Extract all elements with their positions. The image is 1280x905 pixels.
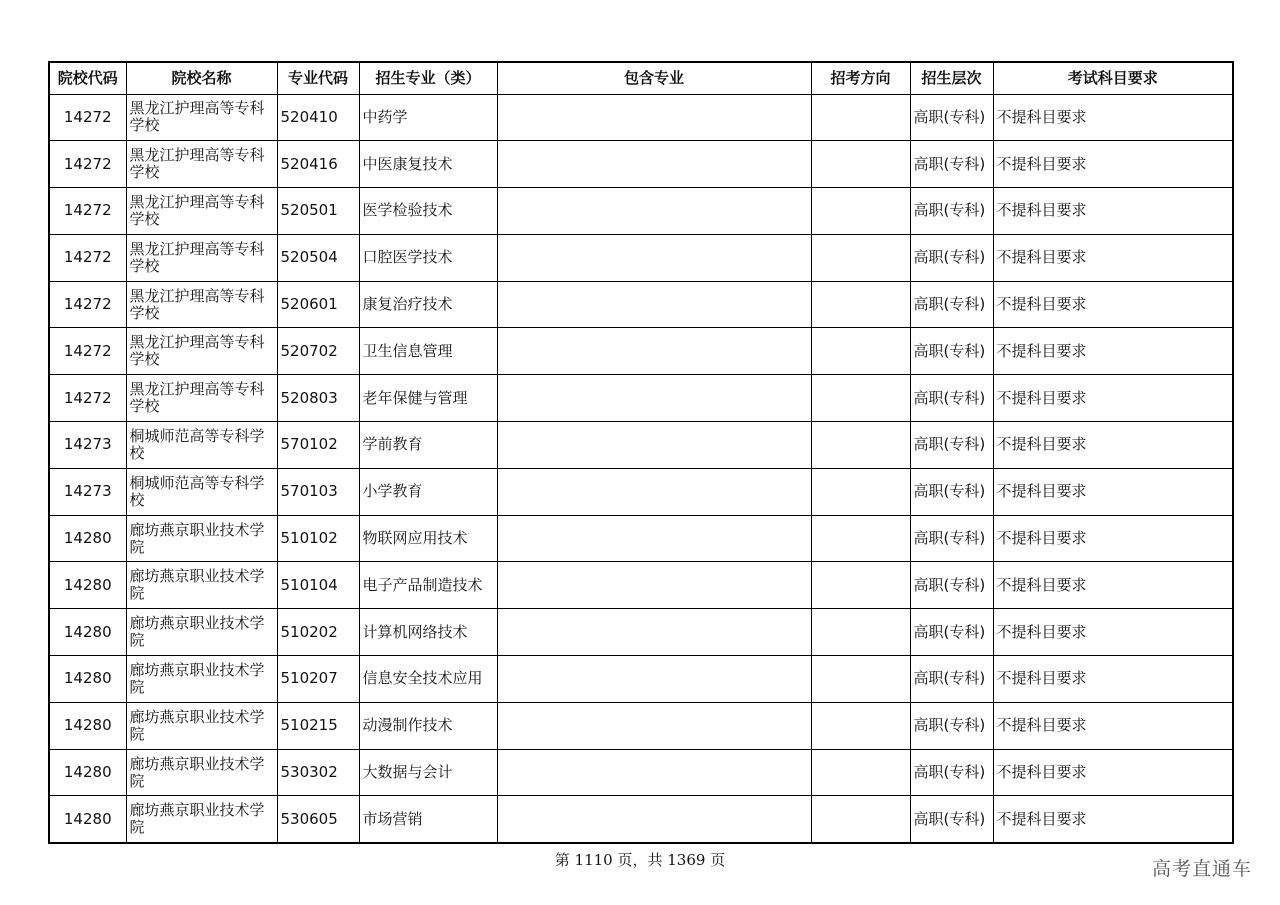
cell-major: 医学检验技术 [359,188,497,235]
cell-school-code: 14280 [49,609,126,656]
cell-included-majors [497,702,811,749]
cell-level: 高职(专科) [910,234,993,281]
cell-major-code: 530302 [277,749,359,796]
cell-direction [811,94,910,141]
cell-school-code: 14280 [49,749,126,796]
cell-included-majors [497,609,811,656]
header-direction: 招考方向 [811,62,910,94]
cell-school-name: 黑龙江护理高等专科学校 [126,234,277,281]
cell-direction [811,141,910,188]
table-row [49,702,1233,749]
cell-school-name: 黑龙江护理高等专科学校 [126,94,277,141]
cell-direction [811,796,910,843]
admissions-table [48,61,1234,844]
cell-major-code: 530605 [277,796,359,843]
cell-level: 高职(专科) [910,188,993,235]
cell-subject-requirement: 不提科目要求 [993,281,1233,328]
cell-school-code: 14280 [49,796,126,843]
cell-level: 高职(专科) [910,656,993,703]
table-row [49,141,1233,188]
cell-major: 动漫制作技术 [359,702,497,749]
cell-included-majors [497,468,811,515]
cell-major-code: 510104 [277,562,359,609]
header-included-majors: 包含专业 [497,62,811,94]
cell-school-name: 黑龙江护理高等专科学校 [126,281,277,328]
cell-direction [811,281,910,328]
table-row [49,749,1233,796]
cell-included-majors [497,422,811,469]
cell-included-majors [497,234,811,281]
cell-subject-requirement: 不提科目要求 [993,562,1233,609]
table-row [49,94,1233,141]
cell-major: 电子产品制造技术 [359,562,497,609]
cell-major-code: 520504 [277,234,359,281]
cell-subject-requirement: 不提科目要求 [993,94,1233,141]
cell-direction [811,328,910,375]
cell-direction [811,562,910,609]
cell-subject-requirement: 不提科目要求 [993,656,1233,703]
table-row [49,656,1233,703]
cell-school-name: 黑龙江护理高等专科学校 [126,375,277,422]
cell-major-code: 520501 [277,188,359,235]
cell-school-code: 14272 [49,328,126,375]
table-row [49,328,1233,375]
cell-included-majors [497,749,811,796]
table-row [49,188,1233,235]
table-row [49,234,1233,281]
table-row [49,375,1233,422]
cell-major: 老年保健与管理 [359,375,497,422]
cell-major-code: 510207 [277,656,359,703]
cell-included-majors [497,796,811,843]
cell-major: 信息安全技术应用 [359,656,497,703]
cell-direction [811,702,910,749]
cell-direction [811,375,910,422]
table-row [49,515,1233,562]
cell-level: 高职(专科) [910,749,993,796]
cell-level: 高职(专科) [910,609,993,656]
cell-direction [811,422,910,469]
table-row [49,562,1233,609]
cell-direction [811,234,910,281]
cell-level: 高职(专科) [910,562,993,609]
cell-school-code: 14272 [49,234,126,281]
table-body [49,94,1233,843]
cell-level: 高职(专科) [910,328,993,375]
cell-direction [811,656,910,703]
cell-level: 高职(专科) [910,141,993,188]
cell-direction [811,515,910,562]
cell-major-code: 520416 [277,141,359,188]
cell-included-majors [497,328,811,375]
cell-school-code: 14272 [49,94,126,141]
header-school-name: 院校名称 [126,62,277,94]
cell-school-code: 14272 [49,281,126,328]
cell-major-code: 570102 [277,422,359,469]
cell-included-majors [497,141,811,188]
cell-included-majors [497,562,811,609]
table-row [49,609,1233,656]
cell-school-name: 廊坊燕京职业技术学院 [126,702,277,749]
cell-major: 中药学 [359,94,497,141]
cell-subject-requirement: 不提科目要求 [993,328,1233,375]
cell-level: 高职(专科) [910,422,993,469]
cell-school-code: 14272 [49,188,126,235]
cell-major-code: 510102 [277,515,359,562]
watermark-text: 高考直通车 [1151,858,1252,880]
cell-subject-requirement: 不提科目要求 [993,188,1233,235]
header-major: 招生专业（类） [359,62,497,94]
header-school-code: 院校代码 [49,62,126,94]
table-row [49,468,1233,515]
cell-subject-requirement: 不提科目要求 [993,234,1233,281]
cell-school-name: 廊坊燕京职业技术学院 [126,749,277,796]
cell-subject-requirement: 不提科目要求 [993,468,1233,515]
cell-school-name: 桐城师范高等专科学校 [126,422,277,469]
cell-major: 大数据与会计 [359,749,497,796]
cell-level: 高职(专科) [910,94,993,141]
cell-major: 小学教育 [359,468,497,515]
cell-direction [811,188,910,235]
cell-school-code: 14273 [49,422,126,469]
cell-major: 卫生信息管理 [359,328,497,375]
cell-subject-requirement: 不提科目要求 [993,796,1233,843]
cell-major: 中医康复技术 [359,141,497,188]
cell-school-code: 14280 [49,515,126,562]
cell-school-name: 廊坊燕京职业技术学院 [126,656,277,703]
cell-major: 康复治疗技术 [359,281,497,328]
cell-major-code: 520803 [277,375,359,422]
cell-major-code: 520601 [277,281,359,328]
cell-major-code: 520702 [277,328,359,375]
cell-school-code: 14280 [49,702,126,749]
cell-school-code: 14280 [49,656,126,703]
table-row [49,422,1233,469]
table-header-row [49,62,1233,94]
cell-school-code: 14272 [49,375,126,422]
cell-major-code: 570103 [277,468,359,515]
table-row [49,796,1233,843]
cell-major-code: 510215 [277,702,359,749]
cell-subject-requirement: 不提科目要求 [993,141,1233,188]
cell-included-majors [497,281,811,328]
cell-included-majors [497,515,811,562]
page-number: 第 1110 页，共 1369 页 [554,851,726,869]
cell-school-name: 廊坊燕京职业技术学院 [126,609,277,656]
cell-level: 高职(专科) [910,702,993,749]
cell-major: 计算机网络技术 [359,609,497,656]
cell-school-name: 廊坊燕京职业技术学院 [126,562,277,609]
cell-major: 物联网应用技术 [359,515,497,562]
header-level: 招生层次 [910,62,993,94]
cell-major-code: 510202 [277,609,359,656]
cell-level: 高职(专科) [910,515,993,562]
cell-school-name: 廊坊燕京职业技术学院 [126,796,277,843]
cell-included-majors [497,375,811,422]
cell-school-name: 黑龙江护理高等专科学校 [126,328,277,375]
cell-direction [811,468,910,515]
cell-major-code: 520410 [277,94,359,141]
cell-level: 高职(专科) [910,796,993,843]
cell-level: 高职(专科) [910,375,993,422]
cell-included-majors [497,94,811,141]
cell-school-name: 黑龙江护理高等专科学校 [126,188,277,235]
cell-school-name: 廊坊燕京职业技术学院 [126,515,277,562]
cell-school-code: 14273 [49,468,126,515]
header-major-code: 专业代码 [277,62,359,94]
cell-major: 学前教育 [359,422,497,469]
cell-included-majors [497,656,811,703]
table-row [49,281,1233,328]
cell-school-name: 黑龙江护理高等专科学校 [126,141,277,188]
cell-school-code: 14280 [49,562,126,609]
cell-school-name: 桐城师范高等专科学校 [126,468,277,515]
cell-subject-requirement: 不提科目要求 [993,375,1233,422]
header-subject-requirement: 考试科目要求 [993,62,1233,94]
cell-school-code: 14272 [49,141,126,188]
cell-subject-requirement: 不提科目要求 [993,749,1233,796]
cell-subject-requirement: 不提科目要求 [993,702,1233,749]
cell-level: 高职(专科) [910,468,993,515]
cell-included-majors [497,188,811,235]
cell-subject-requirement: 不提科目要求 [993,609,1233,656]
cell-direction [811,749,910,796]
cell-major: 口腔医学技术 [359,234,497,281]
cell-direction [811,609,910,656]
cell-subject-requirement: 不提科目要求 [993,515,1233,562]
cell-level: 高职(专科) [910,281,993,328]
cell-subject-requirement: 不提科目要求 [993,422,1233,469]
admissions-table-container [48,61,1234,844]
cell-major: 市场营销 [359,796,497,843]
